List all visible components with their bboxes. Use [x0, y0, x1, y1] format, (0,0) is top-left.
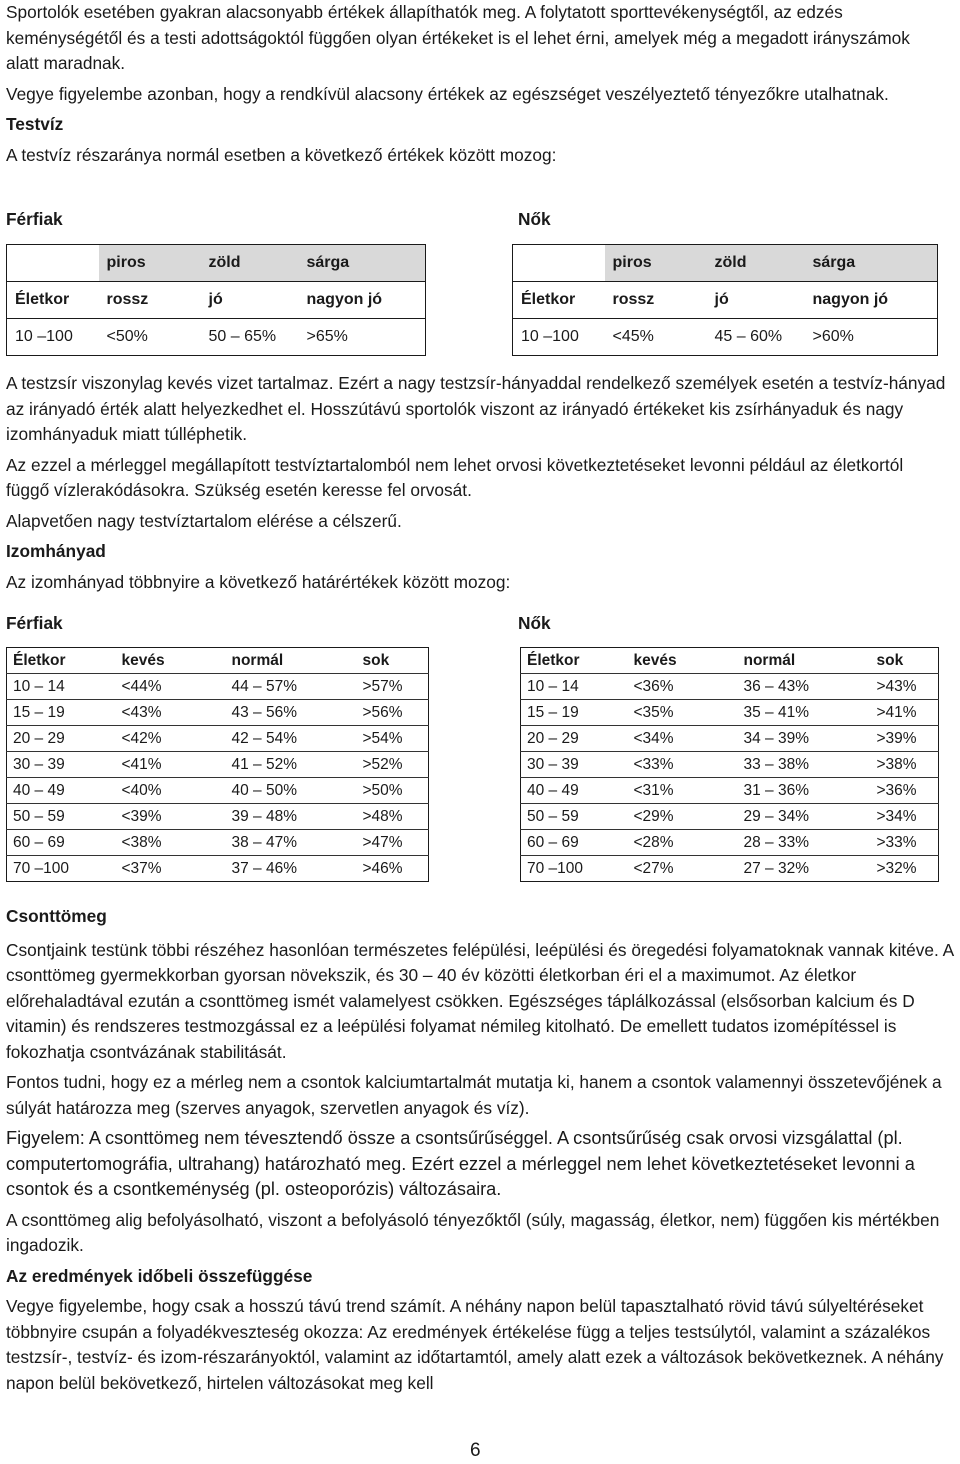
table-cell: 50 – 59	[521, 804, 628, 830]
rating-bad: rossz	[99, 282, 201, 319]
table-header-row	[521, 648, 939, 674]
table-cell: >33%	[871, 830, 939, 856]
csont-heading: Csonttömeg	[6, 906, 107, 926]
table-header-cell: sok	[357, 648, 429, 674]
izom-intro: Az izomhányad többnyire a következő határértékek között mozog:	[6, 571, 511, 592]
table-header-cell: Életkor	[521, 648, 628, 674]
table-cell: 28 – 33%	[738, 830, 871, 856]
table-cell: <42%	[116, 726, 226, 752]
table-cell: <31%	[628, 778, 738, 804]
table-cell: <44%	[116, 674, 226, 700]
table-cell: >38%	[871, 752, 939, 778]
csont-paragraph-2: Fontos tudni, hogy ez a mérleg nem a csontok kalciumtartalmát mutatja ki, hanem a csontok valamennyi összetevőjének a súlyát határozza meg (szerves anyagok, szervetlen anyagok és víz).	[6, 1072, 942, 1118]
table-cell: <33%	[628, 752, 738, 778]
table-cell: >54%	[357, 726, 429, 752]
table-cell: <40%	[116, 778, 226, 804]
testviz-paragraph-3: Alapvetően nagy testvíztartalom elérése a célszerű.	[6, 510, 402, 531]
table-cell: 50 – 65%	[208, 328, 277, 345]
table-header-cell: sok	[871, 648, 939, 674]
table-cell: >47%	[357, 830, 429, 856]
table-cell: >48%	[357, 804, 429, 830]
table-row	[7, 674, 429, 700]
table-row	[7, 804, 429, 830]
izom-men-table	[6, 647, 429, 882]
table-row	[521, 700, 939, 726]
izom-women-table	[520, 647, 939, 882]
table-cell: 29 – 34%	[738, 804, 871, 830]
table-cell: >36%	[871, 778, 939, 804]
csont-paragraph-1: Csontjaink testünk többi részéhez hasonlóan természetes felépülési, leépülési és öregedési folyamatoknak vannak kitéve. A csonttömeg gyermekkorban gyorsan növekszik, és 30 – 40 év közötti életkorban éri el a maximumot. Az életkor előrehaladtával ezután a csonttömeg ismét valamelyest csökken. Egészséges táplálkozással (elsősorban kalcium és D vitamin) és rendszeres testmozgással ez a leépülési folyamat némileg kitolható. De emellett tudatos izomépítéssel is fokozhatja csontvázának stabilitását.	[6, 939, 954, 1062]
table-cell: >57%	[357, 674, 429, 700]
table-cell: 36 – 43%	[738, 674, 871, 700]
table-cell: <37%	[121, 859, 162, 877]
csont-paragraph-4: A csonttömeg alig befolyásolható, viszont a befolyásoló tényezőktől (súly, magasság, életkor, nem) függően kis mértékben ingadozik.	[6, 1209, 940, 1255]
row-label: Életkor	[7, 282, 99, 319]
table-row	[7, 830, 429, 856]
rating-very-good: nagyon jó	[805, 282, 938, 319]
table-header-cell: normál	[738, 648, 871, 674]
table-cell: 38 – 47%	[226, 830, 357, 856]
table-cell: 10 – 14	[7, 674, 116, 700]
table-cell: >32%	[876, 859, 917, 877]
color-yellow: sárga	[805, 245, 938, 282]
testviz-men-label: Férfiak	[6, 209, 63, 229]
table-cell: <45%	[612, 328, 654, 345]
table-header-cell: kevés	[628, 648, 738, 674]
color-green: zöld	[201, 245, 299, 282]
testviz-paragraph-2: Az ezzel a mérleggel megállapított testvíztartalomból nem lehet orvosi következtetéseket levonni például az életkortól függő vízlerakódásokra. Szükség esetén keresse fel orvosát.	[6, 454, 904, 500]
table-cell: 40 – 49	[7, 778, 116, 804]
testviz-men-table	[6, 244, 426, 356]
table-cell: 42 – 54%	[226, 726, 357, 752]
table-row	[521, 856, 939, 882]
ido-heading: Az eredmények időbeli összefüggése	[6, 1265, 313, 1286]
color-red: piros	[99, 245, 201, 282]
table-cell: 50 – 59	[7, 804, 116, 830]
table-cell: 41 – 52%	[226, 752, 357, 778]
table-cell: 10 – 14	[521, 674, 628, 700]
table-header-cell: kevés	[116, 648, 226, 674]
table-cell: >56%	[357, 700, 429, 726]
table-row	[7, 752, 429, 778]
ido-paragraph-1: Vegye figyelembe, hogy csak a hosszú távú trend számít. A néhány napon belül tapasztalható rövid távú súlyeltéréseket többnyire csupán a folyadékveszteség okozza: Az eredmények értékelése függ a teljes testsúlytól, valamint a százalékos testzsír-, testvíz- és izom-részarányoktól, valamint az időtartamtól, amely alatt ezek a változások bekövetkeznek. A néhány napon belül bekövetkező, hirtelen változásokat meg kell	[6, 1296, 944, 1393]
table-cell: >46%	[362, 859, 403, 877]
table-cell: 37 – 46%	[231, 859, 297, 877]
testviz-heading: Testvíz	[6, 114, 64, 134]
table-row	[521, 804, 939, 830]
table-cell: >60%	[812, 328, 854, 345]
table-row	[7, 856, 429, 882]
table-cell: 40 – 49	[521, 778, 628, 804]
table-cell: >65%	[306, 328, 348, 345]
table-header-cell: normál	[226, 648, 357, 674]
table-cell: 27 – 32%	[743, 859, 809, 877]
table-row	[521, 778, 939, 804]
table-cell: 60 – 69	[521, 830, 628, 856]
table-cell: 10 –100	[15, 328, 73, 345]
table-cell: >43%	[871, 674, 939, 700]
table-cell: 45 – 60%	[714, 328, 783, 345]
table-row	[7, 726, 429, 752]
table-cell: <43%	[116, 700, 226, 726]
table-cell: <39%	[116, 804, 226, 830]
table-cell: <35%	[628, 700, 738, 726]
table-cell: >52%	[357, 752, 429, 778]
table-cell: >34%	[871, 804, 939, 830]
testviz-women-label: Nők	[518, 209, 551, 229]
table-row	[521, 726, 939, 752]
table-row	[521, 674, 939, 700]
table-cell: 30 – 39	[521, 752, 628, 778]
intro-paragraph-2: Vegye figyelembe azonban, hogy a rendkívül alacsony értékek az egészséget veszélyeztető tényezőkre utalhatnak.	[6, 83, 889, 104]
rating-bad: rossz	[605, 282, 707, 319]
table-cell: <29%	[628, 804, 738, 830]
table-cell: <50%	[106, 328, 148, 345]
table-header-row	[7, 648, 429, 674]
color-red: piros	[605, 245, 707, 282]
table-cell: 20 – 29	[7, 726, 116, 752]
table-row	[521, 830, 939, 856]
table-cell: <28%	[628, 830, 738, 856]
rating-good: jó	[201, 282, 299, 319]
row-label: Életkor	[513, 282, 605, 319]
table-cell: 44 – 57%	[226, 674, 357, 700]
intro-paragraph-1: Sportolók esetében gyakran alacsonyabb értékek állapíthatók meg. A folytatott sporttevékenységtől, az edzés keménységétől és a testi adottságoktól függően olyan értékeket is el lehet érni, amelyek még a megadott irányszámok alatt maradnak.	[6, 2, 910, 73]
table-cell: 43 – 56%	[226, 700, 357, 726]
rating-very-good: nagyon jó	[299, 282, 426, 319]
color-yellow: sárga	[299, 245, 426, 282]
izom-women-label: Nők	[518, 613, 551, 633]
table-cell: >41%	[871, 700, 939, 726]
table-cell: 15 – 19	[521, 700, 628, 726]
rating-good: jó	[707, 282, 805, 319]
table-cell: 30 – 39	[7, 752, 116, 778]
table-cell: <34%	[628, 726, 738, 752]
table-cell: 34 – 39%	[738, 726, 871, 752]
table-cell: 70 –100	[13, 859, 70, 877]
table-cell: 40 – 50%	[226, 778, 357, 804]
table-cell: <38%	[116, 830, 226, 856]
izom-men-label: Férfiak	[6, 613, 63, 633]
testviz-intro: A testvíz részaránya normál esetben a következő értékek között mozog:	[6, 144, 557, 165]
table-cell: 60 – 69	[7, 830, 116, 856]
table-cell: 70 –100	[527, 859, 584, 877]
table-cell: <27%	[633, 859, 674, 877]
table-cell: 10 –100	[521, 328, 579, 345]
table-cell: 33 – 38%	[738, 752, 871, 778]
table-cell: 31 – 36%	[738, 778, 871, 804]
testviz-women-table	[512, 244, 938, 356]
csont-paragraph-3: Figyelem: A csonttömeg nem tévesztendő össze a csontsűrűséggel. A csontsűrűség csak orvosi vizsgálattal (pl. computertomográfia, ultrahang) határozható meg. Ezért ezzel a mérleggel nem lehet következtetéseket levonni a csontok és a csontkeménység (pl. osteoporózis) változásaira.	[6, 1128, 915, 1199]
table-cell: <41%	[116, 752, 226, 778]
table-cell: >50%	[357, 778, 429, 804]
table-header-cell: Életkor	[7, 648, 116, 674]
table-cell: 35 – 41%	[738, 700, 871, 726]
izom-heading: Izomhányad	[6, 541, 106, 561]
page-number: 6	[470, 1440, 481, 1461]
table-cell: 20 – 29	[521, 726, 628, 752]
table-cell: >39%	[871, 726, 939, 752]
testviz-paragraph-1: A testzsír viszonylag kevés vizet tartalmaz. Ezért a nagy testzsír-hányaddal rendelkező személyek esetén a testvíz-hányad az irányadó érték alatt helyezkedhet el. Hosszútávú sportolók viszont az irányadó értékeket kis zsírhányaduk és nagy izomhányaduk miatt túlléphetik.	[6, 373, 946, 444]
table-cell: 39 – 48%	[226, 804, 357, 830]
table-cell: <36%	[628, 674, 738, 700]
table-row	[521, 752, 939, 778]
color-green: zöld	[707, 245, 805, 282]
table-row	[7, 700, 429, 726]
table-cell: 15 – 19	[7, 700, 116, 726]
table-row	[7, 778, 429, 804]
